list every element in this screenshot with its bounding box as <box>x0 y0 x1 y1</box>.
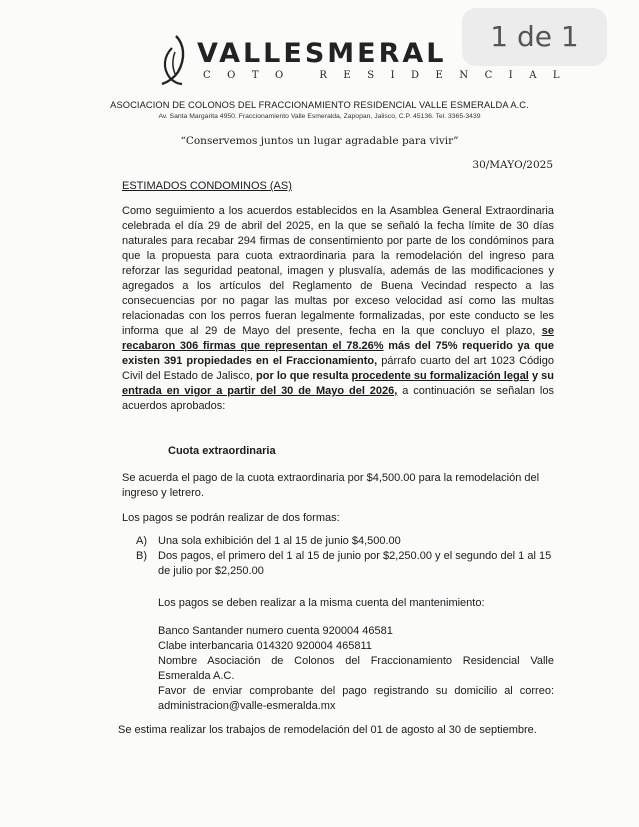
list-marker: B) <box>136 550 147 562</box>
payment-option-text: Una sola exhibición del 1 al 15 de junio $4,500.00 <box>158 535 401 547</box>
intro-text-1: Como seguimiento a los acuerdos establecidos en la Asamblea General Extraordinaria celebrada el día 29 de abril del 2025, en la que se señaló la fecha límite de 30 días naturales para recabar 294 firmas de consentimiento por parte de los condóminos para que la propuesta para cuota extraordinaria para la remodelación del ingreso para reforzar las seguridad peatonal, imagen y plusvalía, además de las modificaciones y agregados a los artículos del Reglamento de Buena Vecindad respecto a las consecuencias por no pagar las multas por exceso velocidad así como las multas relacionadas con los perros fueran legalmente formalizadas, por este conducto se les informa que al 29 de Mayo del presente, fecha en la que concluyo el plazo, <box>122 205 554 337</box>
payment-option-b <box>136 549 556 579</box>
page-count-badge: 1 de 1 <box>462 8 607 66</box>
logo-name: VALLESMERAL <box>197 38 447 69</box>
intro-text-5: por lo que resulta <box>256 370 349 382</box>
payment-option-text: Dos pagos, el primero del 1 al 15 de junio por $2,250.00 y el segundo del 1 al 15 de julio por $2,250.00 <box>158 550 552 577</box>
account-holder: Nombre Asociación de Colonos del Fraccionamiento Residencial Valle Esmeralda A.C. <box>158 655 554 682</box>
letter-date: 30/MAYO/2025 <box>472 159 553 171</box>
legal-formalization: procedente su formalización legal <box>351 370 529 382</box>
payment-proof-note: Favor de enviar comprobante del pago registrando su domicilio al correo: administracion@valle-esmeralda.mx <box>158 685 554 712</box>
intro-paragraph <box>122 204 554 414</box>
motto: “Conservemos juntos un lugar agradable para vivir” <box>180 135 459 147</box>
signatures-collected: se recabaron 306 firmas que representan el 78.26% <box>122 325 554 352</box>
payment-option-a <box>136 534 556 549</box>
logo-subtitle: COTO RESIDENCIAL <box>203 70 577 81</box>
closing-note: Se estima realizar los trabajos de remodelación del 01 de agosto al 30 de septiembre. <box>118 724 537 736</box>
agreement-paragraph: Se acuerda el pago de la cuota extraordinaria por $4,500.00 para la remodelación del ingreso y letrero. <box>122 472 540 499</box>
effective-date: entrada en vigor a partir del 30 de Mayo del 2026, <box>122 385 398 397</box>
list-marker: A) <box>136 535 147 547</box>
organization-address: Av. Santa Margarita 4950. Fraccionamiento Valle Esmeralda, Zapopan, Jalisco, C.P. 45136. Tel. 3365-3439 <box>158 113 481 120</box>
intro-text-7: y su <box>531 370 555 382</box>
bank-account: Banco Santander numero cuenta 920004 46581 <box>158 625 393 637</box>
legal-reference: párrafo cuarto del art 1023 Código Civil del Estado de Jalisco, <box>122 355 554 382</box>
organization-name: ASOCIACION DE COLONOS DEL FRACCIONAMIENTO RESIDENCIAL VALLE ESMERALDA A.C. <box>110 100 529 110</box>
section-title: Cuota extraordinaria <box>168 445 276 457</box>
same-account-note: Los pagos se deben realizar a la misma cuenta del mantenimiento: <box>158 597 485 609</box>
leaf-logo-icon <box>156 32 194 88</box>
required-percentage: más del 75% requerido ya que existen 391 propiedades en el Fraccionamiento, <box>122 340 555 367</box>
payment-intro: Los pagos se podrán realizar de dos formas: <box>122 512 340 524</box>
intro-text-9: a continuación se señalan los acuerdos aprobados: <box>122 385 554 412</box>
bank-clabe: Clabe interbancaria 014320 920004 465811 <box>158 640 372 652</box>
salutation: ESTIMADOS CONDOMINOS (AS) <box>122 180 292 192</box>
